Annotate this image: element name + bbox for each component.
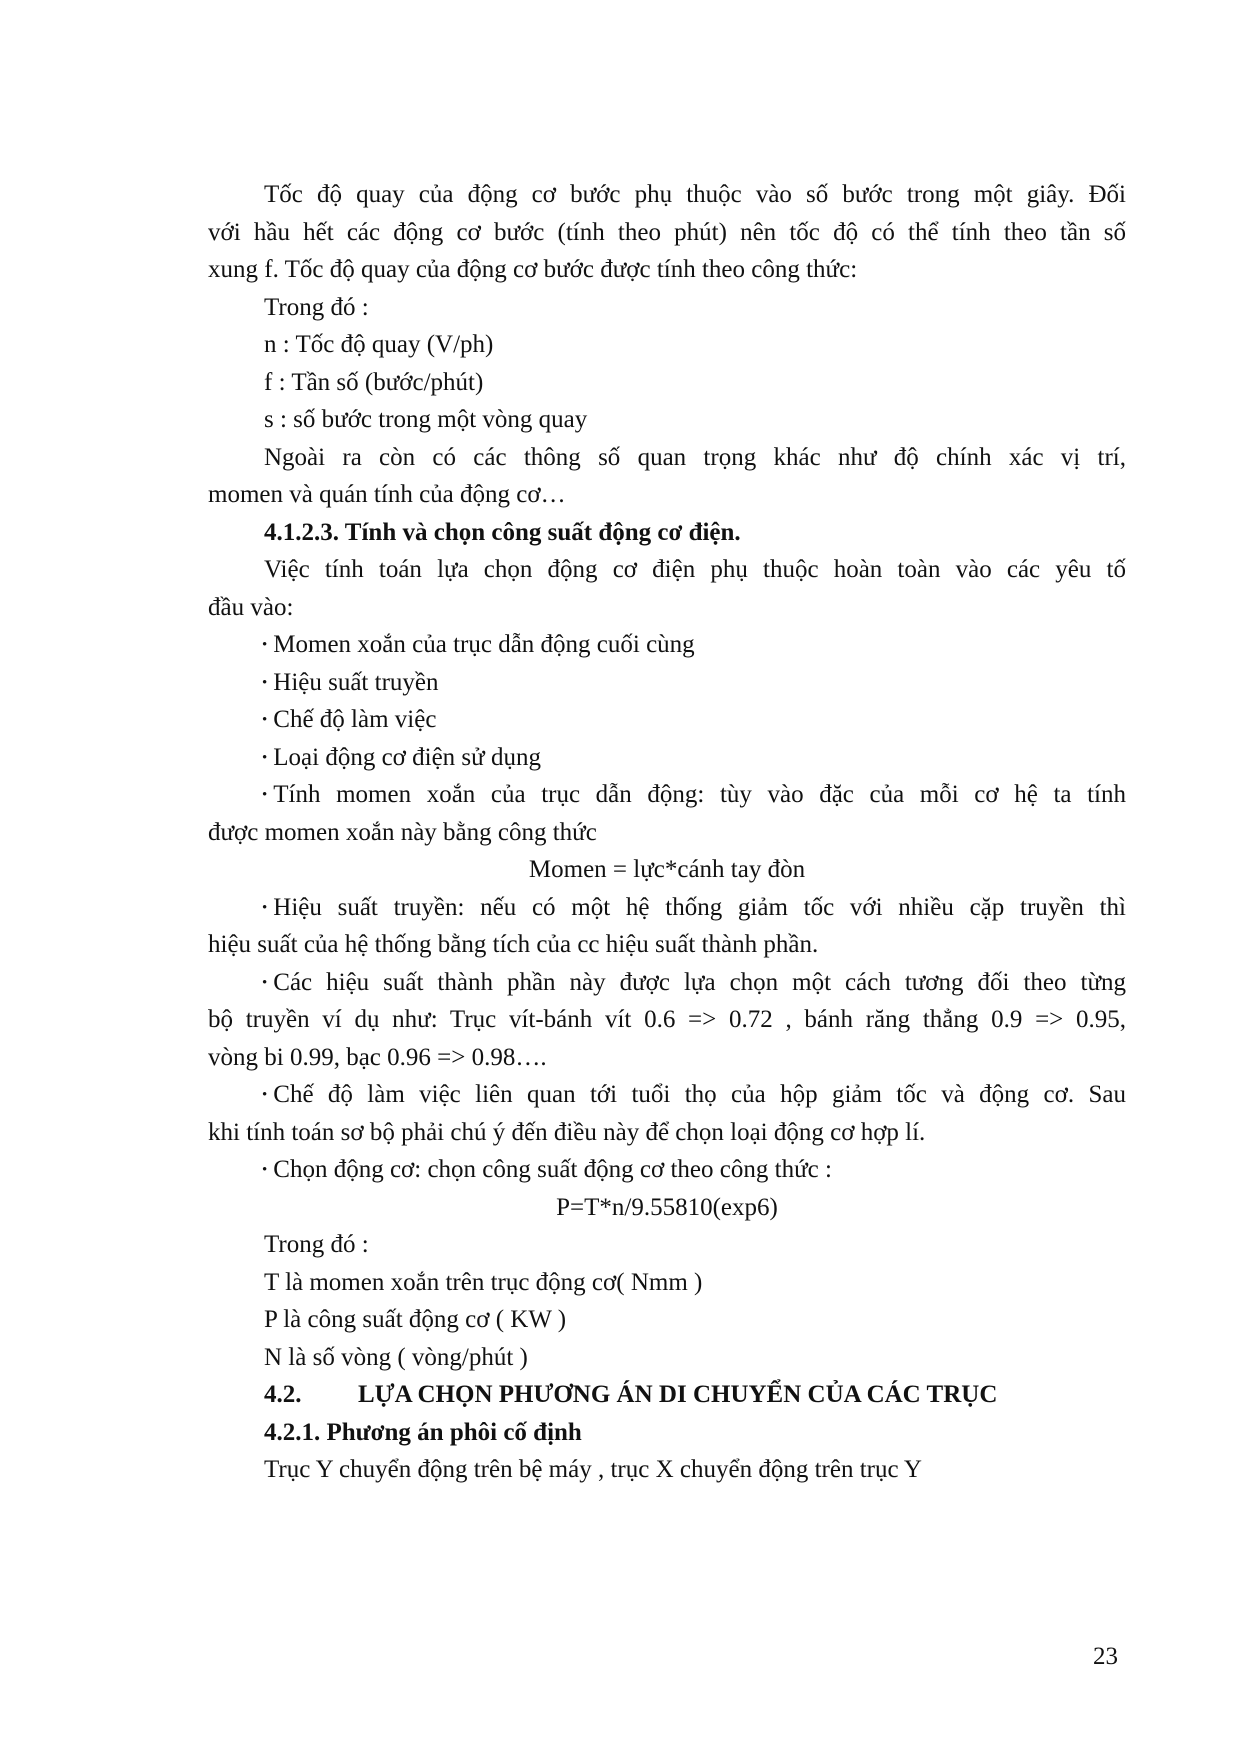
section-heading-4-2 [208,1376,1126,1414]
paragraph-line: xung f. Tốc độ quay của động cơ bước được tính theo công thức: [208,256,858,283]
bullet-text: Chế độ làm việc liên quan tới tuổi thọ của hộp giảm tốc và động cơ. Sau [273,1081,1126,1108]
section-number: 4.2. [264,1381,302,1408]
section-heading-4-2-1: 4.2.1. Phương án phôi cố định [264,1418,582,1446]
bullet-item [208,889,1126,927]
bullet-text: Momen xoắn của trục dẫn động cuối cùng [273,631,695,658]
paragraph-line: với hầu hết các động cơ bước (tính theo phút) nên tốc độ có thể tính theo tần số [208,218,1126,246]
bullet-icon: • [262,974,268,991]
paragraph-line: vòng bi 0.99, bạc 0.96 => 0.98…. [208,1043,547,1071]
bullet-text: Hiệu suất truyền [273,668,439,696]
paragraph-line: Ngoài ra còn có các thông số quan trọng khác như độ chính xác vị trí, [264,443,1126,471]
definition-line: f : Tần số (bước/phút) [264,368,484,396]
paragraph-line: đầu vào: [208,593,294,621]
bullet-text: Tính momen xoắn của trục dẫn động: tùy vào đặc của mỗi cơ hệ ta tính [273,781,1126,808]
section-heading-4-1-2-3: 4.1.2.3. Tính và chọn công suất động cơ điện. [264,518,741,546]
paragraph-line: được momen xoắn này bằng công thức [208,818,597,846]
bullet-item [208,1151,1126,1189]
bullet-icon: • [262,787,268,803]
definition-line: T là momen xoắn trên trục động cơ( Nmm ) [264,1268,703,1296]
bullet-text: Chọn động cơ: chọn công suất động cơ theo công thức : [273,1156,832,1183]
paragraph-line: Trục Y chuyển động trên bệ máy , trục X chuyển động trên trục Y [264,1456,922,1483]
bullet-icon: • [262,749,268,766]
section-title: LỰA CHỌN PHƯƠNG ÁN DI CHUYỂN CỦA CÁC TRỤC [358,1381,998,1408]
definition-line: s : số bước trong một vòng quay [264,406,588,433]
bullet-icon: • [262,1087,268,1103]
definition-line: P là công suất động cơ ( KW ) [264,1306,567,1333]
bullet-item [208,701,1126,739]
formula-power: P=T*n/9.55810(exp6) [556,1193,778,1221]
page-body [208,176,1126,1489]
bullet-icon: • [262,712,268,728]
where-label: Trong đó : [264,1231,369,1258]
bullet-item [208,776,1126,814]
paragraph-line: hiệu suất của hệ thống bằng tích của cc hiệu suất thành phần. [208,931,819,958]
bullet-item [208,964,1126,1002]
bullet-icon: • [262,637,268,653]
paragraph-line: bộ truyền ví dụ như: Trục vít-bánh vít 0.6 => 0.72 , bánh răng thẳng 0.9 => 0.95, [208,1006,1126,1033]
bullet-item [208,739,1126,777]
bullet-text: Chế độ làm việc [273,706,437,733]
page-number: 23 [1093,1643,1118,1670]
paragraph-line: Việc tính toán lựa chọn động cơ điện phụ thuộc hoàn toàn vào các yêu tố [264,556,1126,583]
paragraph-line: momen và quán tính của động cơ… [208,481,566,508]
bullet-text: Các hiệu suất thành phần này được lựa chọn một cách tương đối theo từng [273,968,1126,996]
bullet-item [208,626,1126,664]
paragraph-line: Tốc độ quay của động cơ bước phụ thuộc vào số bước trong một giây. Đối [264,181,1126,208]
bullet-item [208,664,1126,702]
bullet-icon: • [262,1162,268,1178]
bullet-item [208,1076,1126,1114]
definition-line: N là số vòng ( vòng/phút ) [264,1343,528,1371]
formula-momen: Momen = lực*cánh tay đòn [528,856,806,883]
bullet-icon: • [262,674,268,691]
bullet-text: Loại động cơ điện sử dụng [273,743,541,771]
bullet-text: Hiệu suất truyền: nếu có một hệ thống giảm tốc với nhiều cặp truyền thì [273,893,1126,921]
definition-line: n : Tốc độ quay (V/ph) [264,331,494,358]
paragraph-line: khi tính toán sơ bộ phải chú ý đến điều này để chọn loại động cơ hợp lí. [208,1118,926,1146]
bullet-icon: • [262,899,268,916]
where-label: Trong đó : [264,293,369,321]
